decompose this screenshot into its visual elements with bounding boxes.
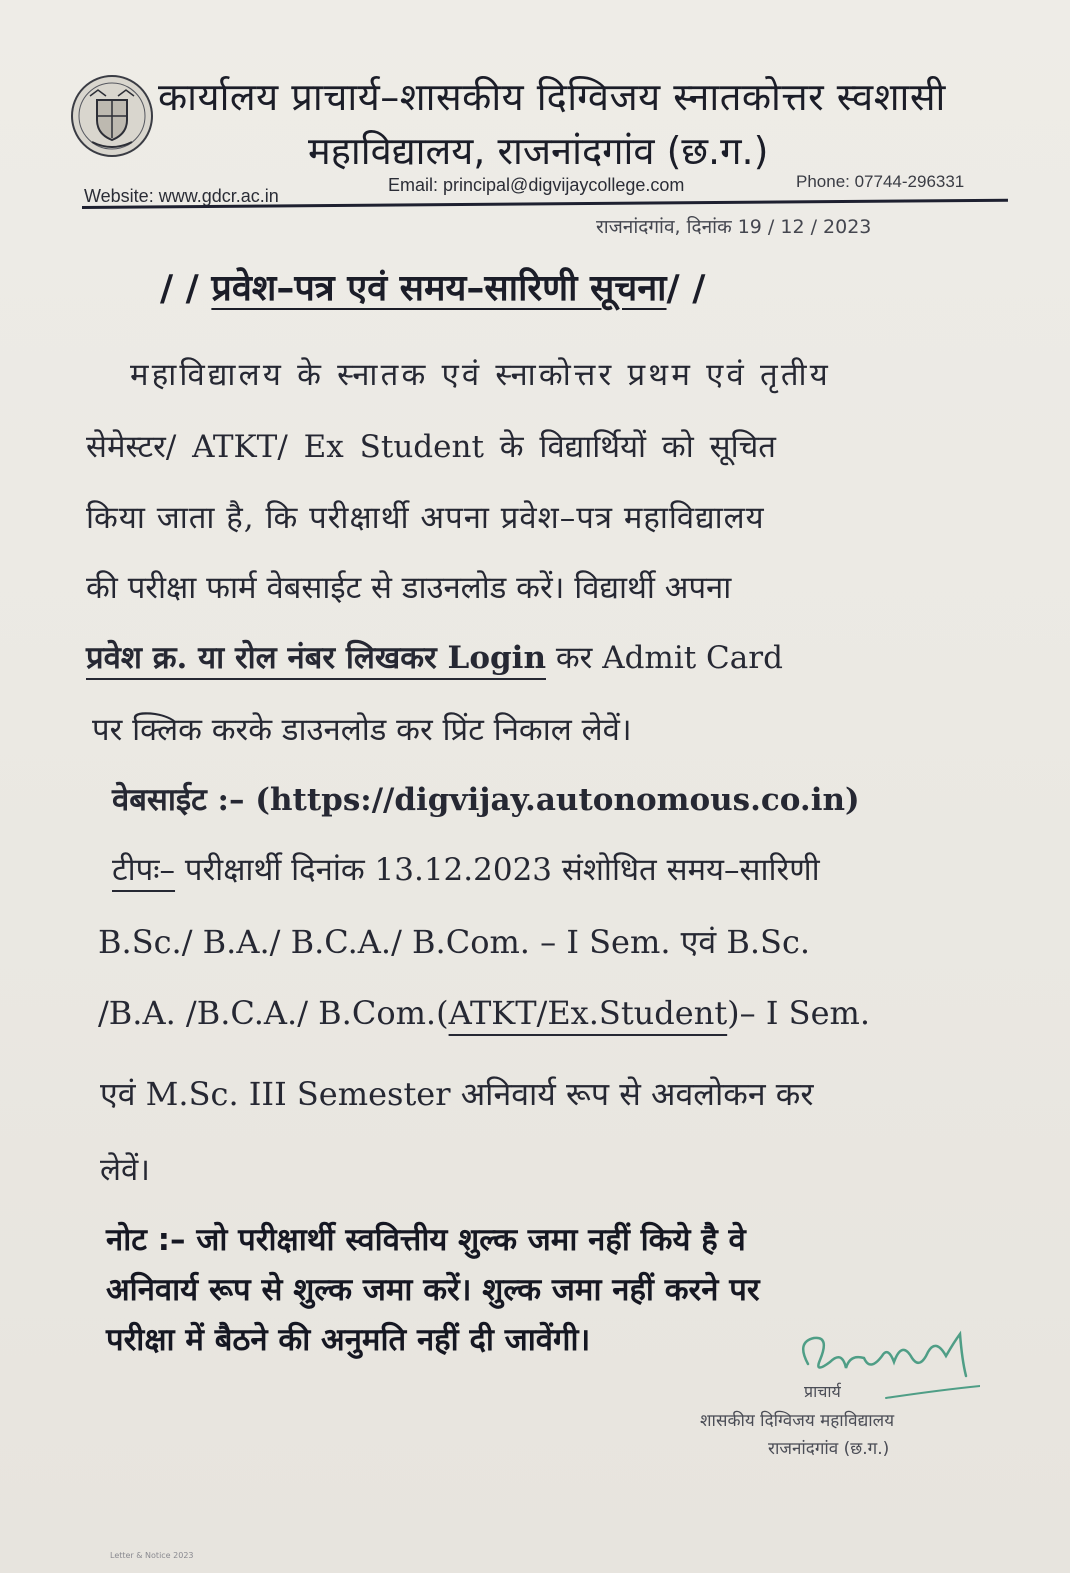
tip-line-5: लेवें। [100, 1152, 151, 1188]
note-line-2: अनिवार्य रूप से शुल्क जमा करें। शुल्क जमा नहीं करने पर [106, 1272, 760, 1308]
note-line-3: परीक्षा में बैठने की अनुमति नहीं दी जावेंगी। [106, 1322, 591, 1358]
signatory-city: राजनांदगांव (छ.ग.) [768, 1439, 890, 1459]
website-contact: Website: www.gdcr.ac.in [84, 186, 279, 206]
paragraph-line-3: किया जाता है, कि परीक्षार्थी अपना प्रवेश–पत्र महाविद्यालय [86, 500, 765, 536]
paragraph-line-4: की परीक्षा फार्म वेबसाईट से डाउनलोड करें। विद्यार्थी अपना [86, 570, 732, 606]
paragraph-line-6: पर क्लिक करके डाउनलोड कर प्रिंट निकाल लेवें। [92, 712, 632, 748]
signatory-title: प्राचार्य [804, 1382, 841, 1401]
tip-line-1 [112, 848, 820, 890]
tip-text-1: परीक्षार्थी दिनांक 13.12.2023 संशोधित समय–सारिणी [175, 852, 820, 888]
atkt-ex-student: ATKT/Ex.Student [448, 994, 728, 1032]
tip-label: टीपः– [112, 852, 176, 888]
website-url-link[interactable]: (https://digvijay.autonomous.co.in) [255, 782, 860, 818]
office-title-line1: कार्यालय प्राचार्य–शासकीय दिग्विजय स्नातकोत्तर स्वशासी [158, 75, 946, 119]
tip-line-4: एवं M.Sc. III Semester अनिवार्य रूप से अवलोकन कर [100, 1075, 814, 1113]
paragraph-line-5 [86, 636, 783, 678]
heading-slashes-right: / / [666, 268, 706, 309]
note-line-1: नोट :– जो परीक्षार्थी स्ववित्तीय शुल्क जमा नहीं किये है वे [106, 1222, 746, 1258]
login-instruction: प्रवेश क्र. या रोल नंबर लिखकर Login [86, 640, 546, 676]
tip-sem: )– I Sem. [727, 994, 871, 1032]
heading-text: प्रवेश–पत्र एवं समय–सारिणी सूचना [211, 268, 667, 309]
tip-line-2: B.Sc./ B.A./ B.C.A./ B.Com. – I Sem. एवं B.Sc. [98, 923, 811, 961]
phone-contact: Phone: 07744-296331 [796, 172, 965, 191]
email-contact: Email: principal@digvijaycollege.com [388, 175, 685, 195]
college-crest-emblem [70, 74, 154, 158]
tip-line-3 [98, 994, 870, 1032]
notice-heading [160, 262, 705, 311]
website-label: वेबसाईट :– [112, 782, 256, 818]
signatory-organization: शासकीय दिग्विजय महाविद्यालय [700, 1411, 895, 1431]
place-date-line: राजनांदगांव, दिनांक 19 / 12 / 2023 [596, 216, 872, 238]
website-line [112, 778, 860, 820]
heading-slashes-left: / / [160, 268, 212, 309]
footer-note: Letter & Notice 2023 [110, 1551, 194, 1560]
office-title-line2: महाविद्यालय, राजनांदगांव (छ.ग.) [308, 129, 769, 173]
paragraph-line-2: सेमेस्टर/ ATKT/ Ex Student के विद्यार्थियों को सूचित [86, 429, 776, 465]
tip-courses: /B.A. /B.C.A./ B.Com.( [98, 994, 449, 1032]
paragraph-line-1: महाविद्यालय के स्नातक एवं स्नाकोत्तर प्रथम एवं तृतीय [130, 357, 831, 393]
admit-card-text: कर Admit Card [546, 640, 783, 676]
